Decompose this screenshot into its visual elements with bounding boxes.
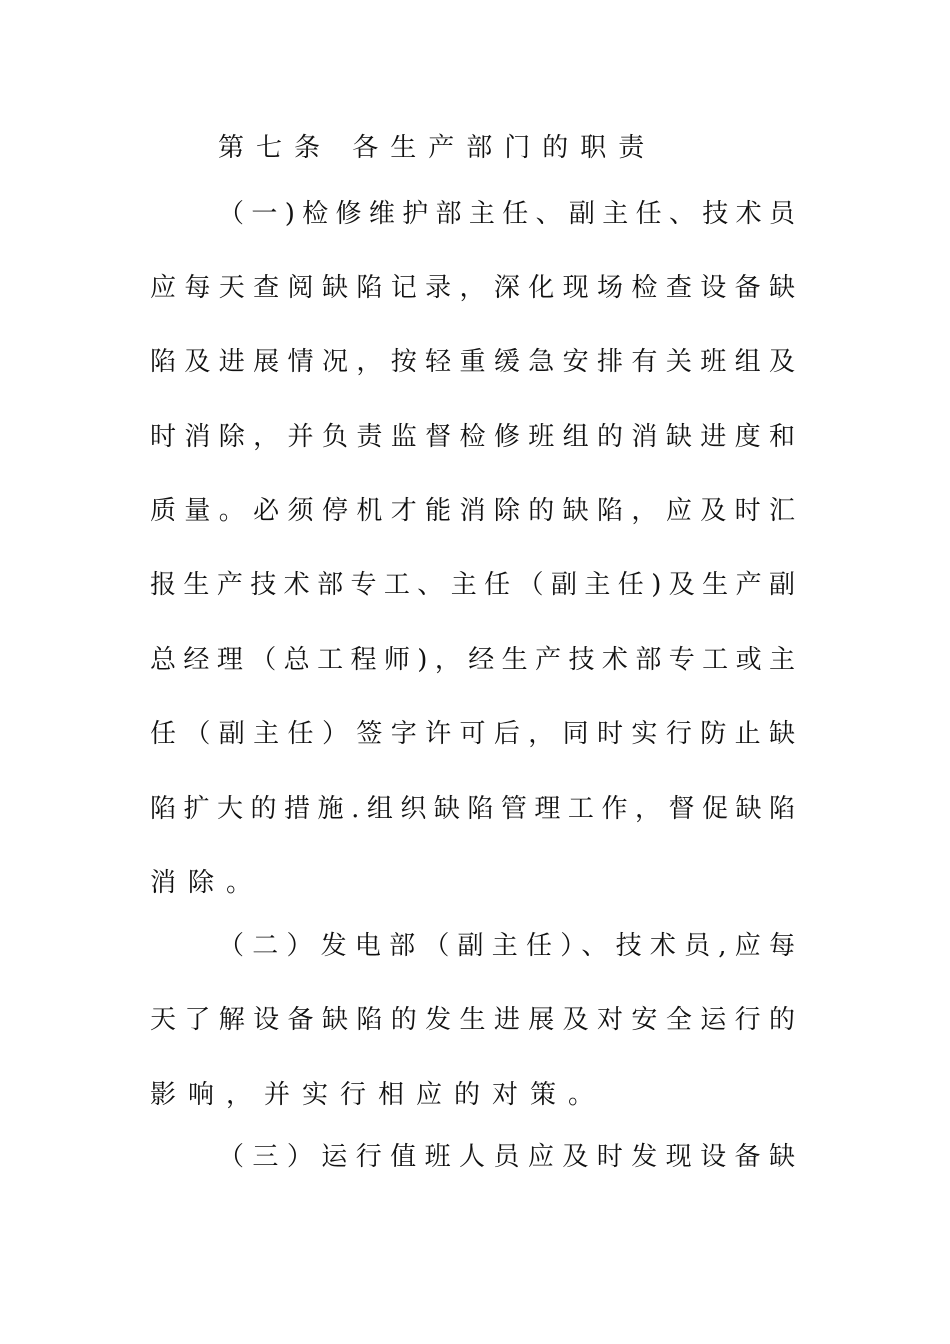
paragraph-line: 质量。必须停机才能消除的缺陷，应及时汇	[150, 496, 795, 526]
paragraph-line: 报生产技术部专工、主任（副主任)及生产副	[150, 570, 795, 600]
paragraph-line: 消除。	[150, 868, 265, 898]
paragraph-line: 陷扩大的措施.组织缺陷管理工作，督促缺陷	[150, 794, 795, 824]
paragraph-line: 任（副主任）签字许可后，同时实行防止缺	[150, 719, 795, 749]
paragraph-line: （三）运行值班人员应及时发现设备缺	[218, 1142, 795, 1172]
article-heading: 第七条 各生产部门的职责	[218, 133, 657, 163]
paragraph-line: 时消除，并负责监督检修班组的消缺进度和	[150, 422, 795, 452]
paragraph-line: 陷及进展情况，按轻重缓急安排有关班组及	[150, 347, 795, 377]
paragraph-line: （二）发电部（副主任）、技术员,应每	[218, 931, 795, 961]
paragraph-line: 天了解设备缺陷的发生进展及对安全运行的	[150, 1005, 795, 1035]
paragraph-line: （一)检修维护部主任、副主任、技术员	[218, 199, 795, 229]
paragraph-line: 影响，并实行相应的对策。	[150, 1080, 607, 1110]
paragraph-line: 总经理（总工程师)，经生产技术部专工或主	[150, 645, 795, 675]
paragraph-line: 应每天查阅缺陷记录，深化现场检查设备缺	[150, 273, 795, 303]
